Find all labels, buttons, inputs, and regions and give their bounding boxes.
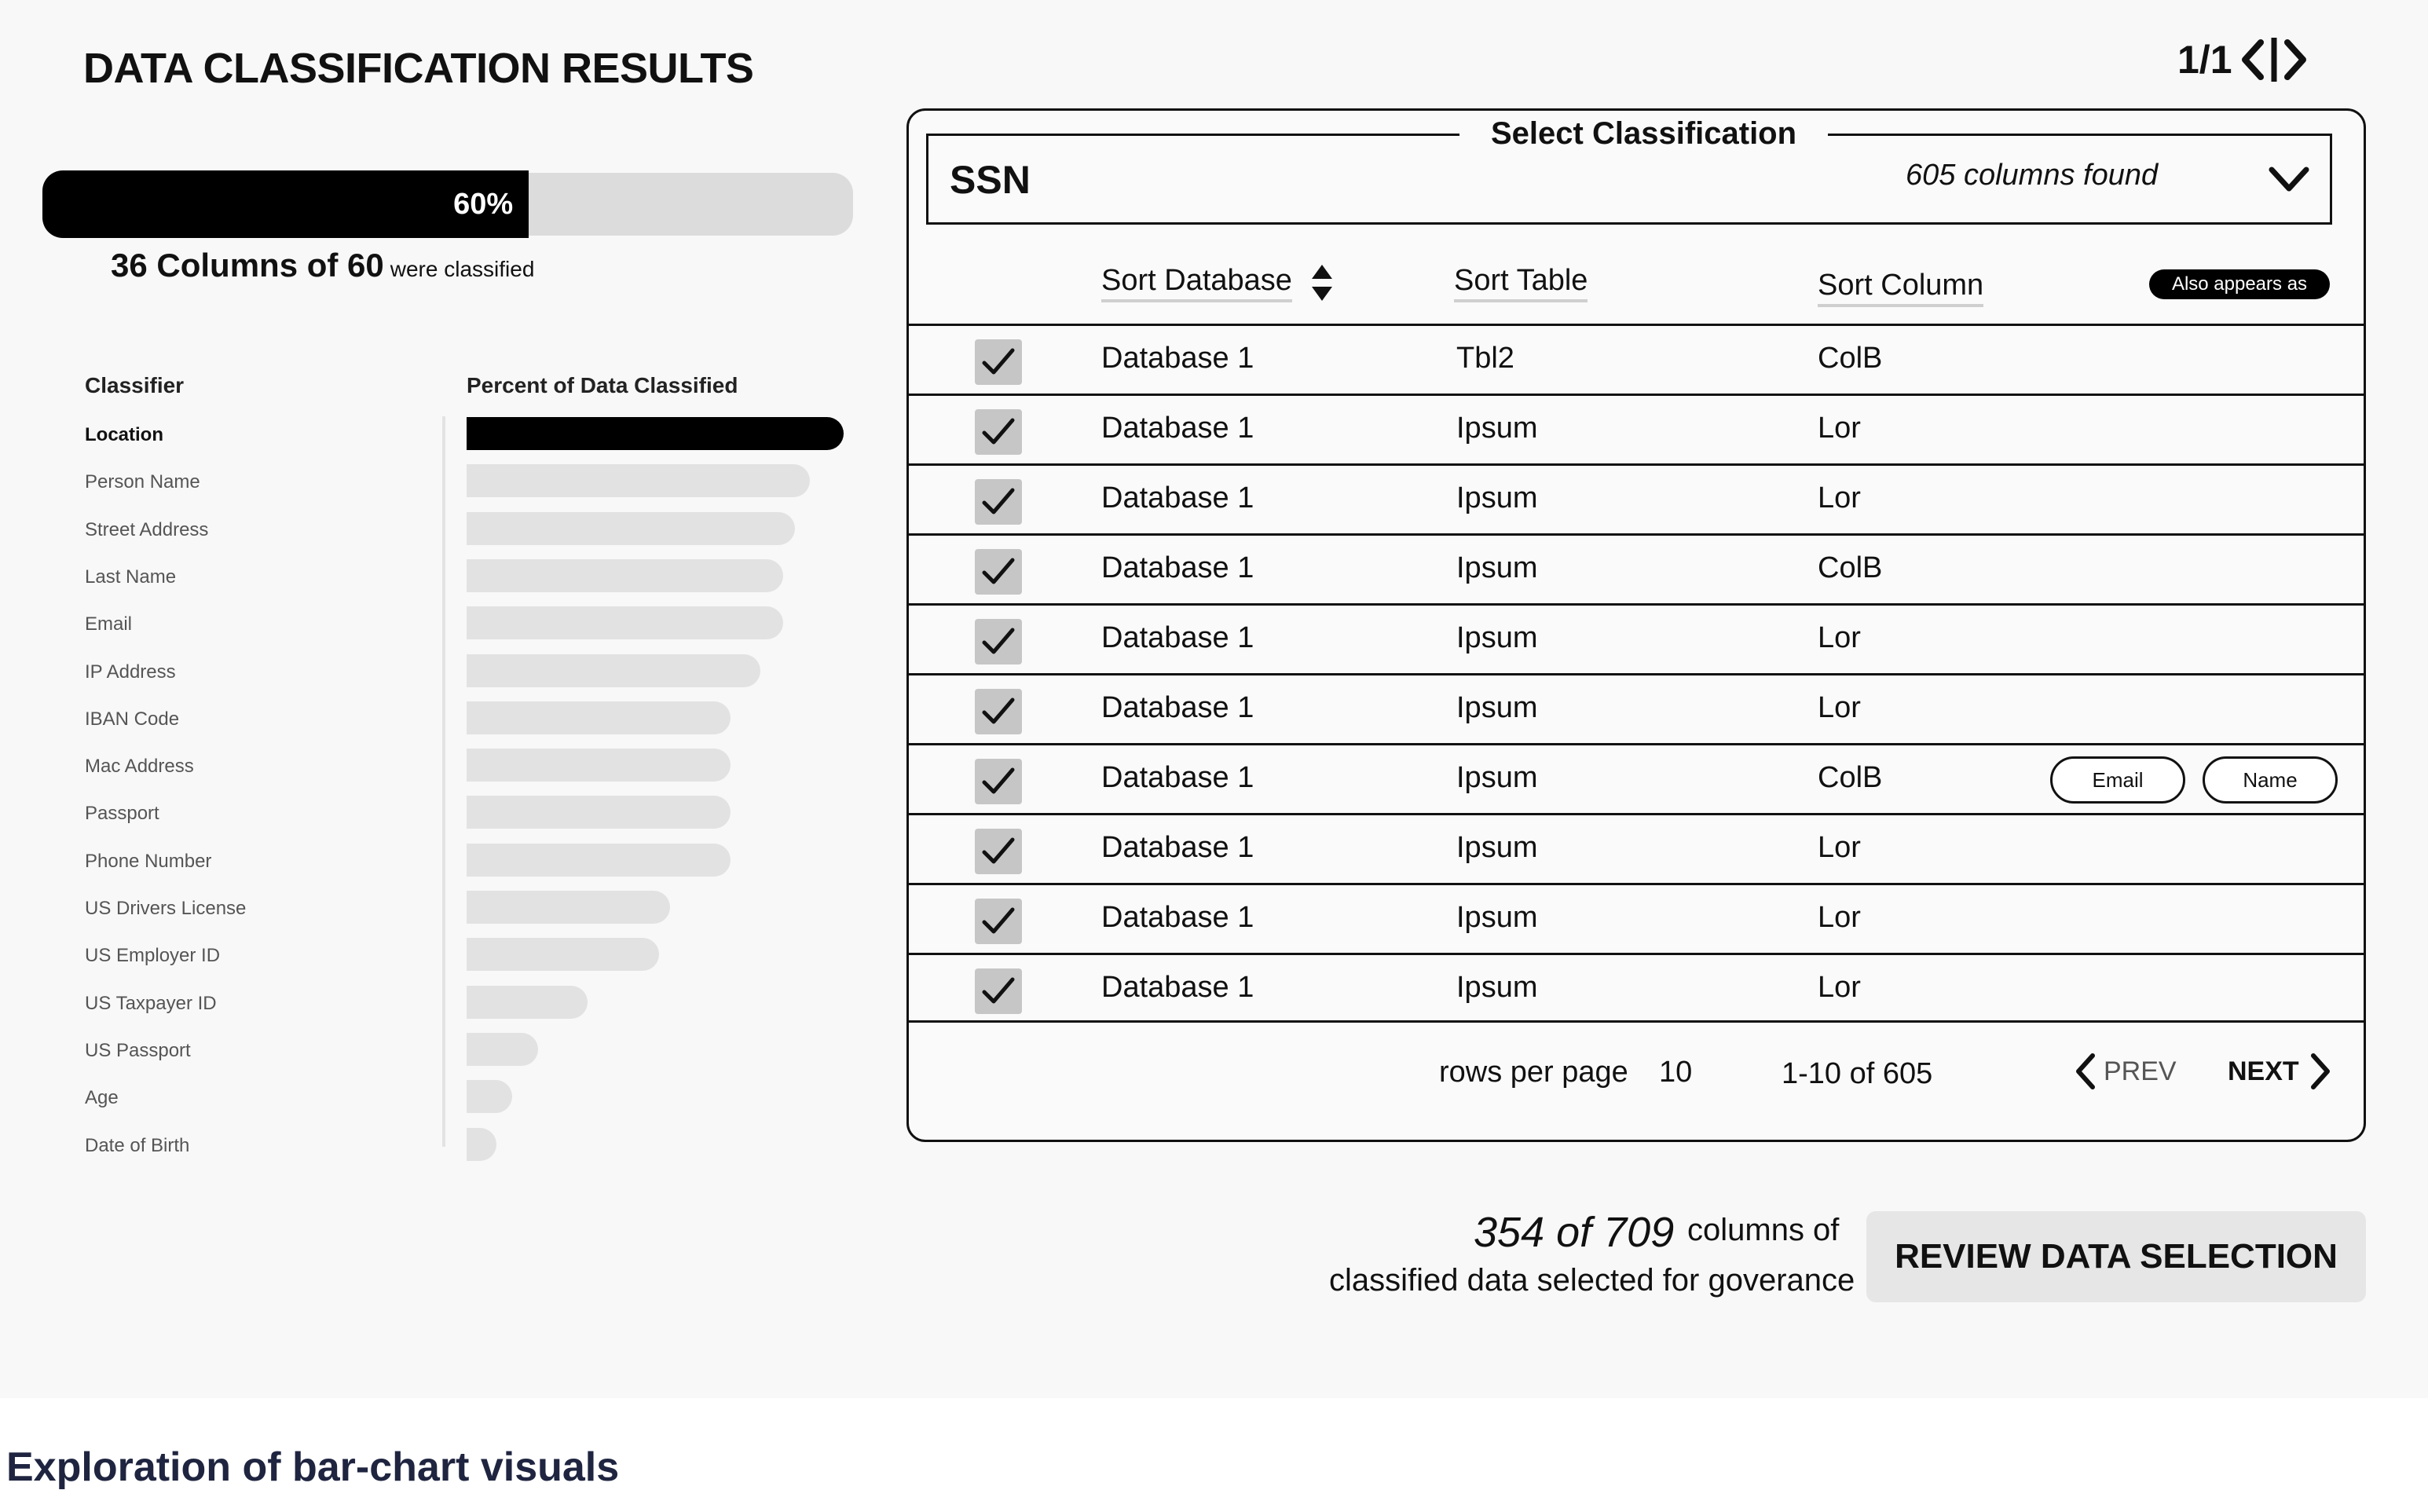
pager	[2177, 35, 2309, 85]
percent-header: Percent of Data Classified	[467, 373, 738, 397]
row-checkbox[interactable]	[975, 689, 1022, 734]
classifier-bar[interactable]	[467, 512, 795, 545]
table-cell: Ipsum	[1456, 691, 1538, 724]
also-appears-chip[interactable]: Email	[2050, 756, 2185, 804]
classifier-bar[interactable]	[467, 844, 731, 877]
pager-label: 1/1	[2177, 38, 2232, 82]
classifier-bar[interactable]	[467, 559, 783, 592]
table-cell: Ipsum	[1456, 901, 1538, 934]
table-cell: Ipsum	[1456, 971, 1538, 1004]
columns-found-count: 605 columns found	[1906, 159, 2159, 192]
checkmark-icon	[980, 344, 1017, 380]
row-checkbox[interactable]	[975, 899, 1022, 944]
classifier-bar[interactable]	[467, 654, 760, 687]
table-row[interactable]	[908, 463, 2364, 533]
database-cell: Database 1	[1101, 691, 1254, 724]
column-cell: Lor	[1818, 691, 1861, 724]
classifier-bar[interactable]	[467, 938, 659, 971]
classifier-label: Person Name	[85, 471, 200, 493]
classifier-label: IP Address	[85, 661, 176, 683]
select-value[interactable]: SSN	[950, 158, 1031, 202]
database-cell: Database 1	[1101, 971, 1254, 1004]
database-cell: Database 1	[1101, 342, 1254, 375]
prev-button[interactable]	[2074, 1053, 2177, 1090]
selected-count-description: classified data selected for goverance	[1329, 1263, 1855, 1298]
column-cell: Lor	[1818, 831, 1861, 864]
classifier-bar[interactable]	[467, 464, 810, 497]
chevron-right-icon	[2309, 1053, 2332, 1090]
classification-progress-bar	[42, 173, 853, 236]
table-row[interactable]	[908, 324, 2364, 394]
table-row[interactable]	[908, 394, 2364, 463]
rows-per-page-select[interactable]: 10	[1659, 1056, 1693, 1089]
checkmark-icon	[980, 554, 1017, 590]
database-cell: Database 1	[1101, 831, 1254, 864]
classifier-bar[interactable]	[467, 986, 588, 1019]
row-checkbox[interactable]	[975, 968, 1022, 1014]
classifier-label: Age	[85, 1087, 119, 1109]
classifier-bar[interactable]	[467, 796, 731, 829]
classifier-bar[interactable]	[467, 749, 731, 782]
row-checkbox[interactable]	[975, 339, 1022, 385]
table-row[interactable]	[908, 813, 2364, 883]
sort-arrows-icon[interactable]	[1310, 263, 1334, 302]
classifier-label: Street Address	[85, 518, 209, 540]
classifier-label: US Taxpayer ID	[85, 992, 217, 1014]
page-title: DATA CLASSIFICATION RESULTS	[83, 45, 754, 92]
column-cell: Lor	[1818, 412, 1861, 445]
classifier-bar[interactable]	[467, 417, 844, 450]
chevron-left-icon	[2074, 1053, 2097, 1090]
table-cell: Ipsum	[1456, 412, 1538, 445]
column-cell: Lor	[1818, 901, 1861, 934]
classifier-bar[interactable]	[467, 701, 731, 734]
progress-caption-small: were classified	[390, 257, 535, 281]
selected-count: 354 of 709	[1474, 1209, 1675, 1256]
checkmark-icon	[980, 973, 1017, 1009]
progress-percent-label: 60%	[453, 188, 514, 221]
table-cell: Ipsum	[1456, 831, 1538, 864]
prev-label: PREV	[2104, 1056, 2177, 1086]
database-cell: Database 1	[1101, 412, 1254, 445]
sort-table-header[interactable]: Sort Table	[1454, 264, 1588, 302]
row-checkbox[interactable]	[975, 479, 1022, 525]
classifier-label: Passport	[85, 803, 159, 825]
pagination-range: 1-10 of 605	[1782, 1057, 1933, 1090]
next-button[interactable]	[2228, 1053, 2332, 1090]
column-cell: Lor	[1818, 481, 1861, 514]
classifier-label: Last Name	[85, 566, 177, 588]
progress-caption-main: 36 Columns of 60	[111, 247, 384, 284]
sort-database-header[interactable]: Sort Database	[1101, 264, 1292, 302]
classifier-label: US Employer ID	[85, 945, 221, 967]
chart-divider	[442, 416, 445, 1147]
checkmark-icon	[980, 414, 1017, 450]
row-checkbox[interactable]	[975, 759, 1022, 804]
classifier-label: Mac Address	[85, 756, 194, 778]
next-label: NEXT	[2228, 1056, 2299, 1086]
table-cell: Ipsum	[1456, 761, 1538, 794]
exploration-caption: Exploration of bar-chart visuals	[6, 1444, 620, 1490]
database-cell: Database 1	[1101, 551, 1254, 584]
sort-column-header[interactable]: Sort Column	[1818, 269, 1983, 307]
table-row[interactable]	[908, 743, 2364, 813]
database-cell: Database 1	[1101, 761, 1254, 794]
column-cell: ColB	[1818, 761, 1883, 794]
classifier-label: US Drivers License	[85, 898, 247, 919]
selected-count-suffix: columns of	[1687, 1213, 1840, 1247]
classifier-label: Email	[85, 613, 133, 635]
review-data-selection-button[interactable]: REVIEW DATA SELECTION	[1866, 1211, 2366, 1302]
table-cell: Tbl2	[1456, 342, 1514, 375]
classifier-bar[interactable]	[467, 606, 783, 639]
classifier-label: Location	[85, 424, 163, 445]
table-row[interactable]	[908, 673, 2364, 743]
progress-fill	[42, 170, 529, 238]
chevron-right-icon	[2287, 42, 2303, 77]
checkmark-icon	[980, 763, 1017, 800]
checkmark-icon	[980, 694, 1017, 730]
column-cell: Lor	[1818, 971, 1861, 1004]
classifier-header: Classifier	[85, 373, 185, 397]
rows-per-page-label: rows per page	[1439, 1056, 1628, 1089]
table-row[interactable]	[908, 603, 2364, 673]
classifier-bar[interactable]	[467, 1033, 538, 1066]
table-row[interactable]	[908, 533, 2364, 603]
also-appears-chip[interactable]: Name	[2203, 756, 2338, 804]
also-appears-badge: Also appears as	[2149, 269, 2330, 299]
table-cell: Ipsum	[1456, 621, 1538, 654]
classifier-bar[interactable]	[467, 891, 670, 924]
checkmark-icon	[980, 484, 1017, 520]
column-cell: ColB	[1818, 342, 1883, 375]
pager-nav-icon[interactable]	[2239, 35, 2309, 85]
column-cell: Lor	[1818, 621, 1861, 654]
chevron-left-icon	[2245, 42, 2261, 77]
table-row[interactable]	[908, 953, 2364, 1023]
progress-caption	[111, 247, 534, 284]
row-checkbox[interactable]	[975, 409, 1022, 455]
row-checkbox[interactable]	[975, 619, 1022, 664]
chevron-down-icon[interactable]	[2269, 165, 2309, 193]
row-checkbox[interactable]	[975, 549, 1022, 595]
classifier-bar[interactable]	[467, 1080, 512, 1113]
table-row[interactable]	[908, 883, 2364, 953]
database-cell: Database 1	[1101, 481, 1254, 514]
results-table	[908, 324, 2364, 1023]
column-cell: ColB	[1818, 551, 1883, 584]
select-legend: Select Classification	[1459, 116, 1828, 152]
classifier-label: Phone Number	[85, 850, 212, 872]
table-cell: Ipsum	[1456, 481, 1538, 514]
classifier-bar[interactable]	[467, 1128, 496, 1161]
checkmark-icon	[980, 624, 1017, 660]
classifier-label: IBAN Code	[85, 708, 180, 730]
checkmark-icon	[980, 903, 1017, 939]
classifier-label: Date of Birth	[85, 1134, 190, 1156]
table-cell: Ipsum	[1456, 551, 1538, 584]
row-checkbox[interactable]	[975, 829, 1022, 874]
classifier-label: US Passport	[85, 1039, 191, 1061]
database-cell: Database 1	[1101, 621, 1254, 654]
checkmark-icon	[980, 833, 1017, 869]
database-cell: Database 1	[1101, 901, 1254, 934]
